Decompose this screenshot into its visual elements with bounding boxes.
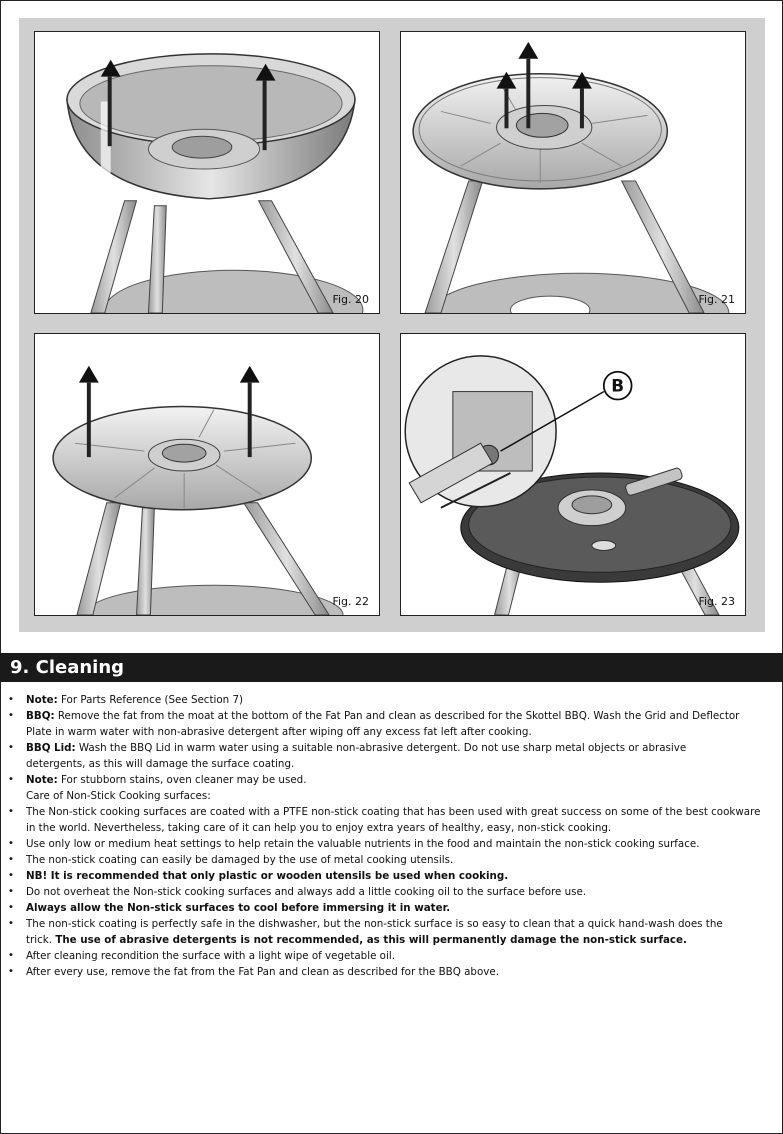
list-item <box>8 868 773 884</box>
item-warning: The use of abrasive detergents is not recommended, as this will permanently damage the non-stick surface. <box>55 934 687 946</box>
list-item <box>8 852 773 868</box>
item-label: BBQ Lid: <box>26 742 76 754</box>
item-text: Do not overheat the Non-stick cooking surfaces and always add a little cooking oil to the surface before use. <box>26 886 587 898</box>
item-text: For Parts Reference (See Section 7) <box>57 694 244 706</box>
item-continuation: trick. <box>26 934 56 946</box>
fat-pan-illustration <box>35 32 379 313</box>
list-item <box>8 900 773 916</box>
figure-label: Fig. 21 <box>698 293 735 306</box>
deflector-plate-illustration <box>401 32 745 313</box>
bullet-icon: • <box>8 742 14 753</box>
item-text: Remove the fat from the moat at the bottom of the Fat Pan and clean as described for the Skottel BBQ. Wash the Grid and Deflector <box>54 710 740 722</box>
cleaning-instructions <box>8 692 773 980</box>
list-item <box>8 708 773 740</box>
item-label: Note: <box>26 774 58 786</box>
figure-label: Fig. 20 <box>332 293 369 306</box>
burner-detail-illustration <box>401 334 745 615</box>
subheading <box>8 788 773 804</box>
list-item <box>8 740 773 772</box>
bullet-icon: • <box>8 918 14 929</box>
figure-20 <box>34 31 380 314</box>
bullet-icon: • <box>8 806 14 817</box>
item-continuation: Plate in warm water with non-abrasive detergent after wiping off any excess fat left after cooking. <box>26 726 532 738</box>
figure-22 <box>34 333 380 616</box>
list-item <box>8 948 773 964</box>
bullet-icon: • <box>8 710 14 721</box>
item-text: After every use, remove the fat from the Fat Pan and clean as described for the BBQ above. <box>26 966 499 978</box>
callout-letter: B <box>611 375 625 396</box>
bullet-icon: • <box>8 774 14 785</box>
item-label: Always allow the Non-stick surfaces to cool before immersing it in water. <box>26 902 451 914</box>
list-item <box>8 884 773 900</box>
figure-23 <box>400 333 746 616</box>
subheading-text: Care of Non-Stick Cooking surfaces: <box>26 790 211 802</box>
list-item <box>8 804 773 836</box>
bullet-icon: • <box>8 966 14 977</box>
bullet-icon: • <box>8 902 14 913</box>
item-text: The non-stick coating can easily be damaged by the use of metal cooking utensils. <box>26 854 454 866</box>
item-continuation: in the world. Nevertheless, taking care of it can help you to enjoy extra years of healthy, easy, non-stick cooking. <box>26 822 612 834</box>
bullet-icon: • <box>8 694 14 705</box>
bullet-icon: • <box>8 870 14 881</box>
figures-area <box>19 18 765 632</box>
section-title: 9. Cleaning <box>0 653 783 682</box>
list-item <box>8 964 773 980</box>
figure-21 <box>400 31 746 314</box>
item-text: The Non-stick cooking surfaces are coated with a PTFE non-stick coating that has been used with great success on some of the best cookware <box>26 806 761 818</box>
item-text: The non-stick coating is perfectly safe in the dishwasher, but the non-stick surface is so easy to clean that a quick hand-wash does the <box>26 918 723 930</box>
item-text: For stubborn stains, oven cleaner may be used. <box>57 774 307 786</box>
figure-label: Fig. 22 <box>332 595 369 608</box>
item-continuation: detergents, as this will damage the surface coating. <box>26 758 295 770</box>
bullet-icon: • <box>8 854 14 865</box>
item-text: Wash the BBQ Lid in warm water using a suitable non-abrasive detergent. Do not use sharp metal objects or abrasive <box>75 742 687 754</box>
item-label: NB! It is recommended that only plastic or wooden utensils be used when cooking. <box>26 870 509 882</box>
bullet-icon: • <box>8 950 14 961</box>
list-item <box>8 692 773 708</box>
list-item <box>8 772 773 788</box>
grid-plate-illustration <box>35 334 379 615</box>
item-label: Note: <box>26 694 58 706</box>
figure-label: Fig. 23 <box>698 595 735 608</box>
bullet-icon: • <box>8 886 14 897</box>
list-item <box>8 916 773 948</box>
list-item <box>8 836 773 852</box>
item-text: Use only low or medium heat settings to help retain the valuable nutrients in the food and maintain the non-stick cooking surface. <box>26 838 700 850</box>
item-text: After cleaning recondition the surface with a light wipe of vegetable oil. <box>26 950 395 962</box>
bullet-icon: • <box>8 838 14 849</box>
item-label: BBQ: <box>26 710 55 722</box>
